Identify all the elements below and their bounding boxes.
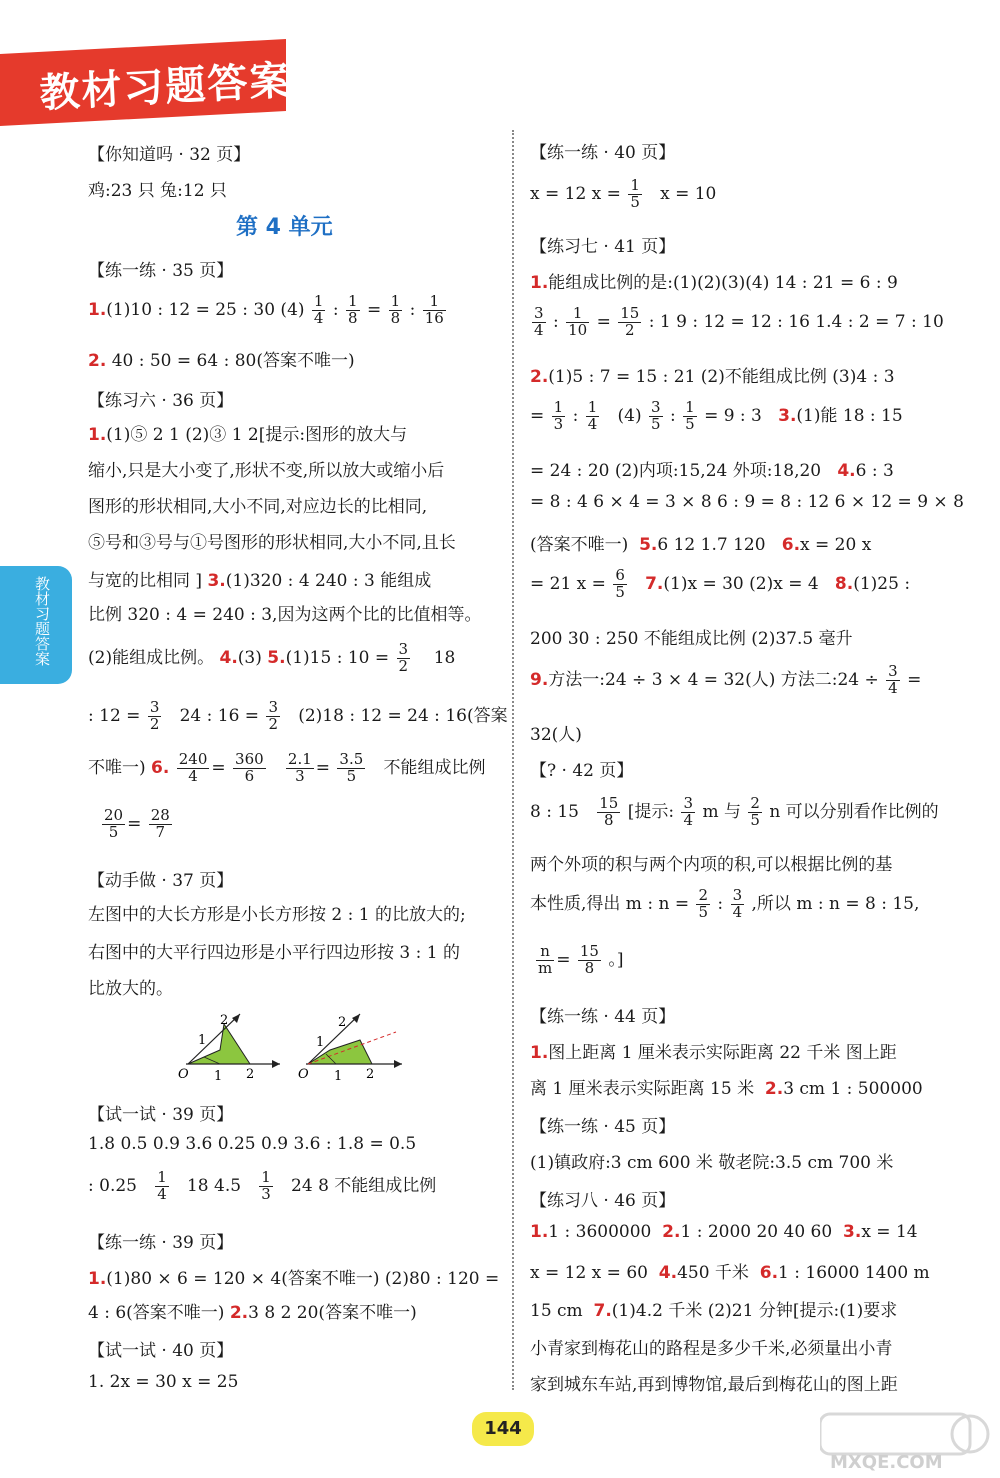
fraction: $\frac{3}{5}$ [651,398,661,433]
answer-text: 图上距离 1 厘米表示实际距离 22 千米 图上距 [548,1043,897,1063]
section-header: 【动手做 · 37 页】 [88,871,234,891]
answer-text: = [530,405,545,426]
answer-line: 图形的形状相同,大小不同,对应边长的比相同, [88,497,428,517]
section-header: 【? · 42 页】 [530,761,634,781]
section-header: 【练习六 · 36 页】 [88,391,234,411]
question-number: 3. [207,571,226,591]
fraction: $\frac{15}{8}$ [579,942,599,977]
answer-text: : 12 = [88,705,141,726]
section-header: 【练一练 · 45 页】 [530,1117,676,1137]
question-number: 1. [88,299,107,320]
fraction: $\frac{1}{4}$ [587,398,598,433]
question-number: 2. [530,367,549,387]
answer-line: 小青家到梅花山的路程是多少千米,必须量出小青 [530,1339,893,1359]
answer-line [530,268,898,293]
answer-text: ,所以 m : n = 8 : 15, [751,893,920,914]
answer-text: 1 : 3600000 [548,1222,652,1242]
answer-text: [提示: [627,801,675,822]
fraction: $\frac{3}{2}$ [398,640,409,675]
page-number: 144 [472,1412,534,1446]
answer-text: 450 千米 [677,1263,749,1283]
answer-line [530,664,921,697]
figure-label: O [178,1067,189,1082]
answer-text: 。] [608,949,624,970]
section-header: 【试一试 · 40 页】 [88,1341,234,1361]
answer-text: 18 [433,647,456,668]
answer-text: 能组成比例的是:(1)(2)(3)(4) 14 : 21 = 6 : 9 [548,273,898,293]
fraction: $\frac{3}{4}$ [534,304,544,339]
fraction: $\frac{3}{4}$ [683,794,694,829]
answer-line: 1.8 0.5 0.9 3.6 0.25 0.9 3.6 : 1.8 = 0.5 [88,1134,417,1154]
answer-text: (1)25 : [853,573,911,594]
answer-line: = $\frac{1}{3}$ : $\frac{1}{4}$ (4) $\frac{3}{5}$ : $\frac{1}{5}$ = 9 : 3 3.(1)能 18 : 15 [530,398,903,433]
fraction: $\frac{360}{6}$ [235,750,264,785]
answer-line: ⑤号和③号与①号图形的形状相同,大小不同,且长 [88,533,456,553]
answer-line [530,1296,897,1321]
question-number: 1. [530,273,549,293]
answer-line [530,530,871,555]
fraction: $\frac{15}{8}$ [599,794,619,829]
question-number: 1. [88,1269,107,1289]
fraction: $\frac{1}{3}$ [261,1168,271,1203]
fraction: $\frac{240}{4}$ [178,750,208,785]
answer-line [530,1258,930,1283]
question-number: 8. [834,573,854,594]
fraction: $\frac{1}{5}$ [630,176,640,211]
question-number: 6. [759,1263,779,1283]
answer-text: 15 cm [530,1301,583,1321]
answer-text: 离 1 厘米表示实际距离 15 米 [530,1079,755,1099]
section-header: 【你知道吗 · 32 页】 [88,145,251,165]
answer-text: 6 12 1.7 120 [657,535,766,555]
answer-line [530,1038,897,1063]
answer-text: (1)x = 30 (2)x = 4 [663,573,819,594]
answer-text: 1 : 16000 1400 m [778,1263,930,1283]
fraction: $\frac{1}{16}$ [424,292,444,327]
answer-text: = 21 x = [530,573,606,594]
section-header: 【练习八 · 46 页】 [530,1191,676,1211]
answer-text: (2)能组成比例。 [88,647,215,668]
fraction: $\frac{3}{2}$ [268,698,278,733]
answer-text: x = 14 [861,1222,918,1242]
fraction: $\frac{3.5}{5}$ [339,750,364,785]
question-number: 9. [530,669,549,690]
answer-line: $\frac{n}{m}$ = $\frac{15}{8}$ 。] [538,942,624,977]
answer-line: 比例 320 : 4 = 240 : 3,因为这两个比的比值相等。 [88,605,482,625]
fraction: $\frac{1}{4}$ [157,1168,167,1203]
question-number: 4. [837,461,856,481]
fraction: $\frac{1}{8}$ [390,292,401,327]
figure-label: 2 [338,1015,347,1030]
fraction: $\frac{1}{10}$ [568,304,588,339]
answer-text: x = 20 x [800,535,872,555]
fraction: $\frac{3}{4}$ [732,886,743,921]
answer-line: 缩小,只是大小变了,形状不变,所以放大或缩小后 [88,461,445,481]
question-number: 3. [843,1222,862,1242]
enlargement-figure [176,1010,416,1084]
answer-line [88,642,455,675]
question-number: 2. [229,1303,249,1323]
answer-line [88,420,407,445]
side-tab-label: 教材习题答案 [33,576,51,666]
question-number: 3. [778,405,797,426]
unit-title: 第 4 单元 [236,215,333,240]
fraction: $\frac{28}{7}$ [150,806,170,841]
answer-line: 1. 2x = 30 x = 25 [88,1372,239,1392]
answer-text: 方法一:24 ÷ 3 × 4 = 32(人) 方法二:24 ÷ [548,669,879,690]
figure-label: 2 [246,1067,255,1082]
fraction: $\frac{2}{5}$ [750,794,760,829]
answer-text: (1)15 : 10 = [285,647,390,668]
answer-line [530,362,895,387]
answer-text: 不唯一) [88,757,146,778]
answer-text: (1)4.2 千米 (2)21 分钟[提示:(1)要求 [611,1301,898,1321]
answer-text: (答案不唯一) [530,535,629,555]
figure-label: 1 [214,1069,223,1084]
answer-text: x = 10 [660,183,717,204]
answer-text: 6 : 3 [855,461,894,481]
answer-line [530,1222,918,1242]
answer-line: = 8 : 4 6 × 4 = 3 × 8 6 : 9 = 8 : 12 6 × 12 = 9 × 8 [530,492,964,512]
answer-text: = 9 : 3 [704,405,762,426]
answer-text: = 24 : 20 (2)内项:15,24 外项:18,20 [530,461,822,481]
fraction: $\frac{2.1}{3}$ [287,750,312,785]
answer-line: (1)镇政府:3 cm 600 米 敬老院:3.5 cm 700 米 [530,1153,894,1173]
answer-line: 右图中的大平行四边形是小平行四边形按 3 : 1 的 [88,943,460,963]
question-number: 2. [662,1222,681,1242]
answer-text: 24 : 16 = [179,705,260,726]
fraction: $\frac{n}{m}$ [538,942,553,977]
answer-line: $\frac{3}{4}$ : $\frac{1}{10}$ = $\frac{15}{2}$ : 1 9 : 12 = 12 : 16 1.4 : 2 = 7 : 10 [534,304,944,339]
section-header: 【试一试 · 39 页】 [88,1105,234,1125]
figure-label: O [298,1067,309,1082]
answer-line [88,700,508,733]
answer-text: (1)5 : 7 = 15 : 21 (2)不能组成比例 (3)4 : 3 [548,367,895,387]
answer-line [88,346,355,371]
answer-text: : 1 9 : 12 = 12 : 16 1.4 : 2 = 7 : 10 [648,311,944,332]
answer-line: 两个外项的积与两个内项的积,可以根据比例的基 [530,855,893,875]
answer-text: : 0.25 [88,1175,137,1196]
question-number: 5. [267,647,286,668]
answer-text: 18 4.5 [186,1175,242,1196]
answer-line: 本性质,得出 m : n = $\frac{2}{5}$ : $\frac{3}{4}$ ,所以 m : n = 8 : 15, [530,886,920,921]
answer-text: 40 : 50 = 64 : 80(答案不唯一) [111,351,355,371]
answer-line: 32(人) [530,725,582,745]
answer-text: (3) [237,647,262,668]
answer-line [530,568,910,601]
answer-line: 不唯一) 6. $\frac{240}{4}$ = $\frac{360}{6}$ $\frac{2.1}{3}$ = $\frac{3.5}{5}$ 不能组成比例 [88,750,486,785]
answer-text: (1)⑤ 2 1 (2)③ 1 2[提示:图形的放大与 [106,425,408,445]
question-number: 4. [219,647,238,668]
answer-line: 鸡:23 只 兔:12 只 [88,181,227,201]
section-header: 【练一练 · 39 页】 [88,1233,234,1253]
fraction: $\frac{1}{8}$ [348,292,358,327]
section-header: 【练一练 · 44 页】 [530,1007,676,1027]
figure-label: 1 [334,1069,343,1084]
figure-label: 1 [316,1035,325,1050]
answer-text: 24 8 不能组成比例 [291,1175,437,1196]
fraction: $\frac{3}{2}$ [149,698,160,733]
fraction: $\frac{1}{5}$ [685,398,695,433]
answer-line: 家到城东车站,再到博物馆,最后到梅花山的图上距 [530,1375,898,1395]
question-number: 5. [639,535,658,555]
fraction: $\frac{6}{5}$ [615,566,625,601]
answer-text: 本性质,得出 m : n = [530,893,690,914]
question-number: 2. [764,1079,784,1099]
answer-line [530,796,939,829]
answer-text: m 与 [702,801,741,822]
question-number: 6. [151,757,170,778]
answer-line [530,1074,923,1099]
question-number: 6. [781,535,801,555]
answer-text: 不能组成比例 [383,757,486,778]
banner-title: 教材习题答案 [38,57,293,117]
answer-text: x = 12 x = [530,183,621,204]
answer-line [530,456,894,481]
answer-line [88,1170,436,1203]
question-number: 1. [530,1222,549,1242]
answer-line [88,566,431,591]
answer-line [88,1298,417,1323]
answer-text: (4) [617,405,642,426]
section-header: 【练一练 · 35 页】 [88,261,234,281]
section-header: 【练习七 · 41 页】 [530,237,676,257]
question-number: 7. [593,1301,612,1321]
answer-text: 4 : 6(答案不唯一) [88,1303,225,1323]
watermark-text: MXQE.COM [830,1452,943,1473]
answer-line: 1.(1)10 : 12 = 25 : 30 (4) $\frac{1}{4}$ : $\frac{1}{8}$ = $\frac{1}{8}$ : $\frac{1}{16}$ [88,292,444,327]
answer-text: (1)80 × 6 = 120 × 4(答案不唯一) (2)80 : 120 = [106,1269,500,1289]
question-number: 4. [658,1263,678,1283]
figure-label: 2 [220,1013,229,1028]
question-number: 7. [645,573,664,594]
answer-text: (1)能 18 : 15 [796,405,903,426]
answer-text: n 可以分别看作比例的 [769,801,939,822]
fraction: $\frac{3}{4}$ [888,662,898,697]
answer-text: 3 8 2 20(答案不唯一) [248,1303,417,1323]
question-number: 2. [88,351,107,371]
answer-text: 与宽的比相同 ] [88,571,203,591]
answer-line: 200 30 : 250 不能组成比例 (2)37.5 毫升 [530,629,853,649]
fraction: $\frac{15}{2}$ [620,304,640,339]
fraction: $\frac{1}{4}$ [313,292,324,327]
answer-line: 比放大的。 [88,979,173,999]
answer-line: $\frac{20}{5}$ = $\frac{28}{7}$ [104,806,170,841]
section-header: 【练一练 · 40 页】 [530,143,676,163]
answer-text: (1)10 : 12 = 25 : 30 (4) [106,299,305,320]
answer-text: (2)18 : 12 = 24 : 16(答案 [298,705,508,726]
answer-text: 3 cm 1 : 500000 [783,1079,923,1099]
answer-line [88,1264,499,1289]
answer-line [530,178,716,211]
answer-line: 左图中的大长方形是小长方形按 2 : 1 的比放大的; [88,905,466,925]
answer-text: 8 : 15 [530,801,579,822]
answer-text: (1)320 : 4 240 : 3 能组成 [225,571,432,591]
fraction: $\frac{20}{5}$ [104,806,124,841]
fraction: $\frac{2}{5}$ [698,886,709,921]
answer-text: x = 12 x = 60 [530,1263,648,1283]
fraction: $\frac{1}{3}$ [553,398,564,433]
figure-label: 2 [366,1067,375,1082]
question-number: 1. [530,1043,549,1063]
answer-text: 1 : 2000 20 40 60 [680,1222,833,1242]
answer-text: = [907,669,922,690]
question-number: 1. [88,425,107,445]
figure-label: 1 [198,1033,207,1048]
column-divider [512,130,514,1390]
